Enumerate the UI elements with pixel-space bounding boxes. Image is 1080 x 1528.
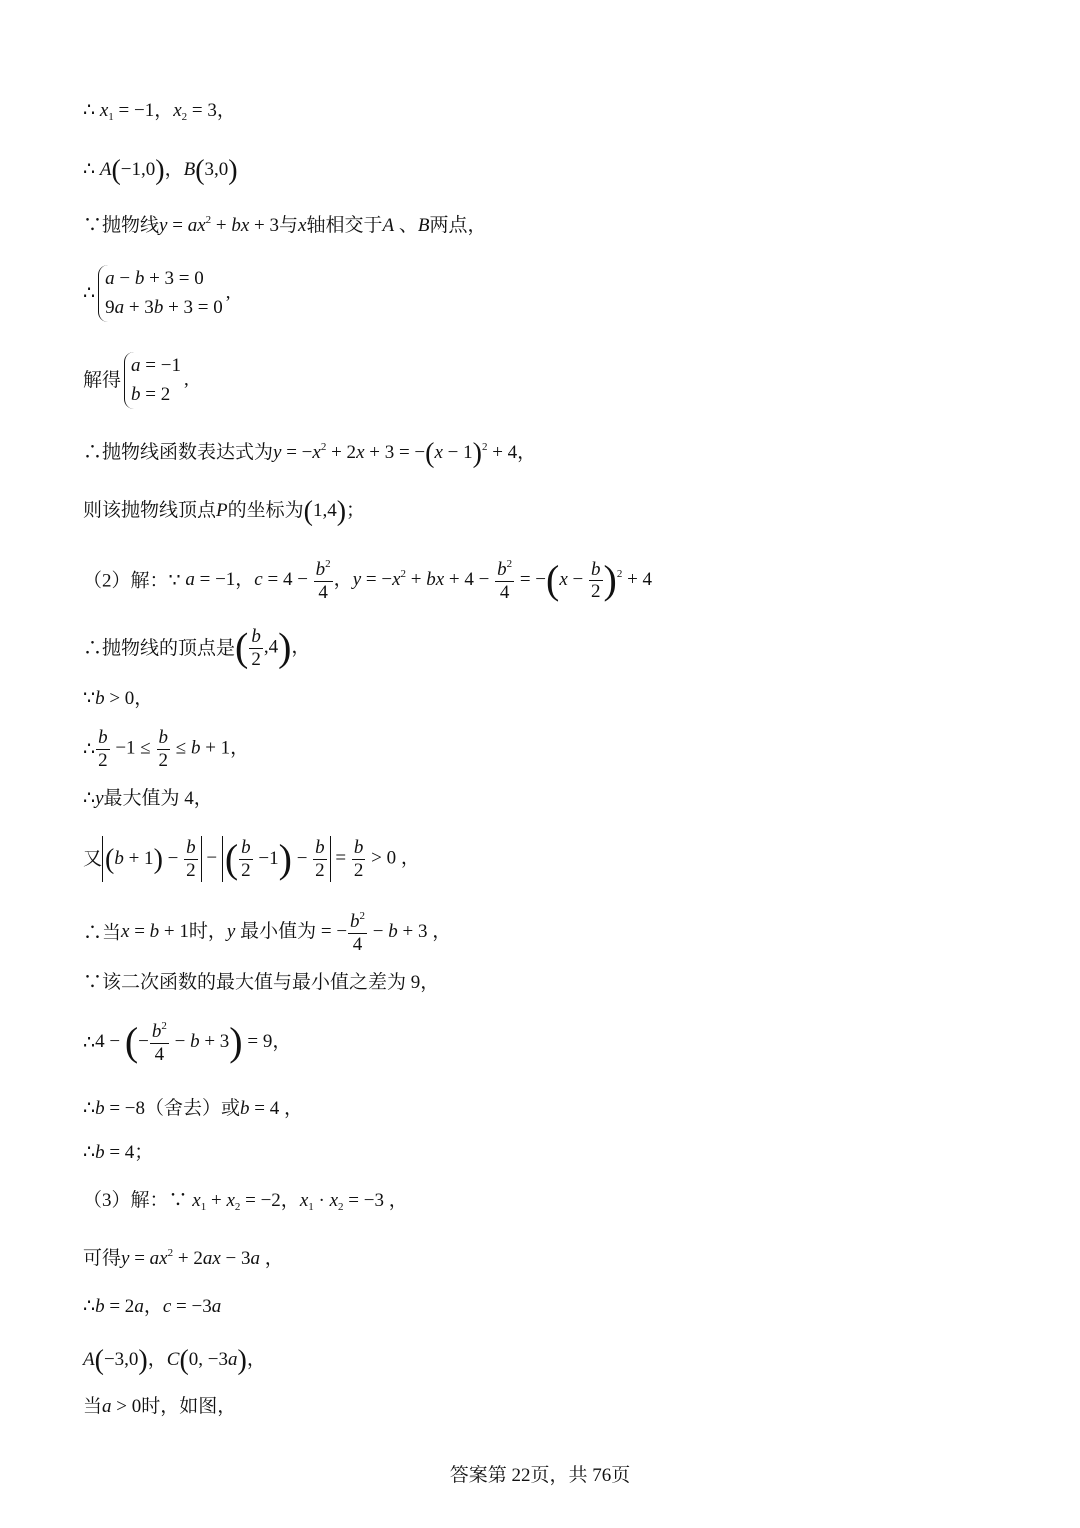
line-derived-y: 可得$y = ax^2 + 2ax - 3a$ ，	[83, 1247, 284, 1269]
line-parabola-intersect: ∵抛物线$y = ax^2$ + bx + 3与x轴相交于A 、B两点，	[83, 214, 487, 236]
solution-system: a = −1 b = 2	[124, 352, 181, 409]
page-footer: 答案第 22页，共 76页	[449, 1465, 631, 1486]
line-max-value: ∴y最大值为 4，	[83, 788, 213, 809]
line-difference: ∵该二次函数的最大值与最小值之差为 9，	[83, 972, 440, 993]
line-abs-compare: 又 (b + 1) − $\frac{b}{2}$ − ( $\frac{b}{2}$ −1) − $\frac{b}{2}$ = $\frac{b}{2}$ > 0 ，	[83, 836, 420, 882]
line-equation-9: ∴4 − (− $\frac{b^2}{4}$ − b + 3) = 9，	[83, 1019, 292, 1065]
equation-system: a − b + 3 = 0 9a + 3b + 3 = 0	[98, 265, 223, 322]
line-b-values: ∴b = −8（舍去）或b = 4 ，	[83, 1098, 304, 1119]
line-vertex-2: ∴抛物线的顶点是( $\frac{b}{2}$ ,4)，	[83, 624, 311, 670]
line-inequality: ∴ $\frac{b}{2}$ −1 ≤ $\frac{b}{2}$ ≤ b + 1，	[83, 727, 250, 771]
line-bc: ∴b = 2a，c = −3a	[83, 1296, 222, 1317]
line-b-result: ∴b = 4；	[83, 1142, 154, 1163]
line-solution: 解得 a = −1 b = 2 ,	[83, 352, 189, 409]
line-part3: （3）解：∵ $x_1 + x_2 = -2$，$x_1 \cdot x_2 = -3$ ，	[83, 1190, 408, 1213]
line-points-ab: ∴ A(−1,0)，B(3,0)	[83, 155, 238, 186]
line-case-a-positive: 当a > 0时，如图，	[83, 1396, 237, 1417]
line-expression: ∴抛物线函数表达式为$y = -x^2 + 2x + 3 = -(x - 1)^2 + 4$，	[83, 438, 537, 469]
line-b-positive: ∵b > 0，	[83, 688, 154, 709]
line-min-value: ∴当x = b + 1时，y 最小值为 = − $\frac{b^2}{4}$ − b + 3 ，	[83, 910, 452, 955]
line-points-ac: A(−3,0)，C(0, −3a)，	[83, 1345, 266, 1376]
line-system-equations: ∴ a − b + 3 = 0 9a + 3b + 3 = 0 ,	[83, 265, 231, 322]
line-part2: （2）解：∵ a = −1，c = 4 − $\frac{b^2}{4}$ ，$y = -x^2$ + bx + 4 − $\frac{b^2}{4}$ = −(x − $\frac{b}{2}$ )$^2$ + 4	[83, 557, 653, 603]
line-vertex: 则该抛物线顶点P的坐标为(1,4)；	[83, 496, 366, 527]
line-roots: ∴ $x_1 = -1$，$x_2 = 3$，	[83, 100, 236, 123]
therefore-symbol: ∴	[83, 100, 96, 121]
